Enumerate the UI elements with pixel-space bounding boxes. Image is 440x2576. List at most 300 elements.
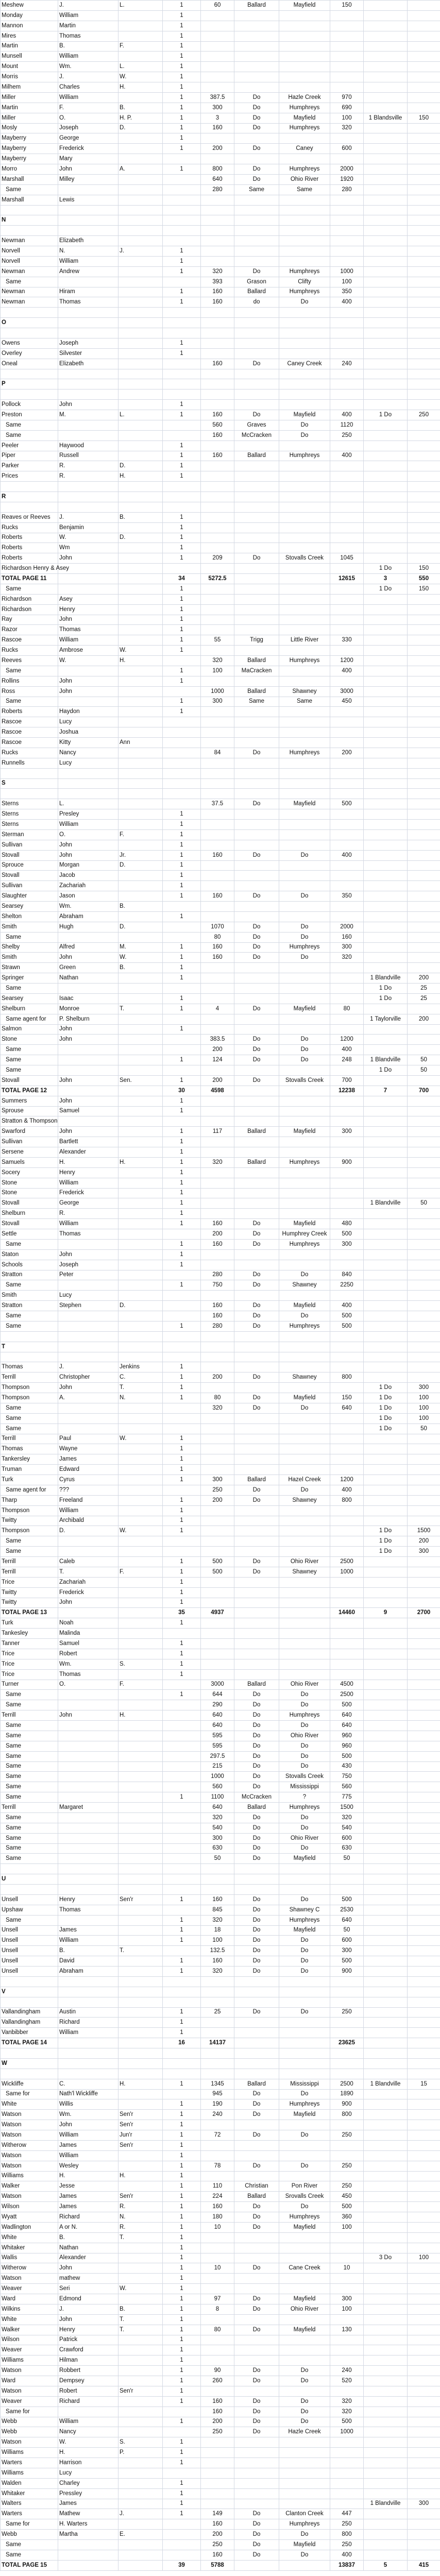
watercourse-cell[interactable] bbox=[279, 512, 330, 522]
town-lots-cell[interactable] bbox=[364, 1475, 408, 1485]
town-lots-cell[interactable] bbox=[364, 2376, 408, 2386]
first-name-cell[interactable]: Zachariah bbox=[58, 881, 119, 891]
middle-cell[interactable]: H. P. bbox=[119, 113, 163, 123]
first-name-cell[interactable]: John bbox=[58, 1710, 119, 1721]
poll-count-cell[interactable]: 1 bbox=[163, 2110, 201, 2120]
town-lots-cell[interactable] bbox=[364, 10, 408, 21]
land-value-cell[interactable] bbox=[330, 1352, 364, 1362]
watercourse-cell[interactable]: Shawney bbox=[279, 1372, 330, 1383]
first-name-cell[interactable]: James bbox=[58, 1925, 119, 1936]
first-name-cell[interactable]: Edmond bbox=[58, 2294, 119, 2304]
surname-cell[interactable]: White bbox=[1, 2232, 58, 2243]
poll-count-cell[interactable] bbox=[163, 2519, 201, 2530]
land-value-cell[interactable]: 800 bbox=[330, 2110, 364, 2120]
middle-cell[interactable] bbox=[119, 778, 163, 789]
land-value-cell[interactable]: 1890 bbox=[330, 2089, 364, 2099]
lot-value-cell[interactable] bbox=[408, 2243, 440, 2253]
poll-count-cell[interactable]: 16 bbox=[163, 2038, 201, 2048]
middle-cell[interactable] bbox=[119, 635, 163, 646]
middle-cell[interactable] bbox=[119, 2458, 163, 2468]
middle-cell[interactable] bbox=[119, 1127, 163, 1137]
middle-cell[interactable] bbox=[119, 1291, 163, 1301]
poll-count-cell[interactable]: 1 bbox=[163, 1567, 201, 1577]
middle-cell[interactable] bbox=[119, 1731, 163, 1741]
town-lots-cell[interactable] bbox=[364, 2478, 408, 2488]
acres-cell[interactable]: 160 bbox=[201, 2519, 234, 2530]
county-cell[interactable] bbox=[234, 778, 279, 789]
watercourse-cell[interactable] bbox=[279, 1465, 330, 1475]
lot-value-cell[interactable]: 100 bbox=[408, 1393, 440, 1403]
watercourse-cell[interactable]: Humphreys bbox=[279, 164, 330, 175]
watercourse-cell[interactable] bbox=[279, 2488, 330, 2499]
lot-value-cell[interactable] bbox=[408, 1967, 440, 1977]
first-name-cell[interactable]: Wayne bbox=[58, 1444, 119, 1454]
land-value-cell[interactable]: 800 bbox=[330, 1372, 364, 1383]
middle-cell[interactable] bbox=[119, 1065, 163, 1076]
watercourse-cell[interactable] bbox=[279, 2345, 330, 2355]
watercourse-cell[interactable]: Humphreys bbox=[279, 656, 330, 666]
poll-count-cell[interactable]: 1 bbox=[163, 2079, 201, 2089]
first-name-cell[interactable]: J. bbox=[58, 1, 119, 11]
town-lots-cell[interactable]: 5 bbox=[364, 2560, 408, 2570]
land-value-cell[interactable] bbox=[330, 492, 364, 502]
surname-cell[interactable]: Watson bbox=[1, 2437, 58, 2448]
lot-value-cell[interactable] bbox=[408, 164, 440, 175]
middle-cell[interactable] bbox=[119, 1331, 163, 1342]
county-cell[interactable] bbox=[234, 840, 279, 850]
middle-cell[interactable] bbox=[119, 2007, 163, 2018]
lot-value-cell[interactable] bbox=[408, 738, 440, 748]
acres-cell[interactable] bbox=[201, 1649, 234, 1659]
middle-cell[interactable] bbox=[119, 1178, 163, 1188]
first-name-cell[interactable]: Joseph bbox=[58, 1260, 119, 1270]
middle-cell[interactable] bbox=[119, 686, 163, 697]
land-value-cell[interactable]: 630 bbox=[330, 1843, 364, 1854]
town-lots-cell[interactable] bbox=[364, 2437, 408, 2448]
land-value-cell[interactable] bbox=[330, 1260, 364, 1270]
poll-count-cell[interactable]: 1 bbox=[163, 1178, 201, 1188]
lot-value-cell[interactable] bbox=[408, 1557, 440, 1567]
county-cell[interactable]: Do bbox=[234, 2212, 279, 2223]
land-value-cell[interactable] bbox=[330, 2069, 364, 2079]
watercourse-cell[interactable]: Do bbox=[279, 1035, 330, 1045]
middle-cell[interactable] bbox=[119, 543, 163, 553]
land-value-cell[interactable] bbox=[330, 543, 364, 553]
watercourse-cell[interactable]: Stovalls Creek bbox=[279, 553, 330, 564]
surname-cell[interactable] bbox=[1, 1864, 58, 1874]
surname-cell[interactable]: O bbox=[1, 318, 58, 328]
middle-cell[interactable]: F. bbox=[119, 1680, 163, 1690]
middle-cell[interactable] bbox=[119, 1505, 163, 1516]
land-value-cell[interactable]: 840 bbox=[330, 1270, 364, 1280]
surname-cell[interactable]: Wallis bbox=[1, 2253, 58, 2263]
middle-cell[interactable] bbox=[119, 1557, 163, 1567]
county-cell[interactable]: Grason bbox=[234, 277, 279, 287]
first-name-cell[interactable] bbox=[58, 2560, 119, 2570]
poll-count-cell[interactable] bbox=[163, 1536, 201, 1547]
land-value-cell[interactable]: 300 bbox=[330, 1127, 364, 1137]
surname-cell[interactable]: Wickliffe bbox=[1, 2079, 58, 2089]
lot-value-cell[interactable] bbox=[408, 1362, 440, 1372]
poll-count-cell[interactable]: 1 bbox=[163, 829, 201, 840]
middle-cell[interactable] bbox=[119, 1803, 163, 1813]
surname-cell[interactable]: Sprouce bbox=[1, 860, 58, 871]
lot-value-cell[interactable] bbox=[408, 1731, 440, 1741]
watercourse-cell[interactable]: Little River bbox=[279, 635, 330, 646]
county-cell[interactable] bbox=[234, 1147, 279, 1158]
land-value-cell[interactable]: 400 bbox=[330, 410, 364, 420]
lot-value-cell[interactable] bbox=[408, 2468, 440, 2478]
surname-cell[interactable]: Thompson bbox=[1, 1383, 58, 1393]
town-lots-cell[interactable] bbox=[364, 809, 408, 820]
poll-count-cell[interactable]: 35 bbox=[163, 1608, 201, 1618]
acres-cell[interactable] bbox=[201, 2048, 234, 2059]
lot-value-cell[interactable] bbox=[408, 1291, 440, 1301]
poll-count-cell[interactable]: 1 bbox=[163, 1188, 201, 1198]
land-value-cell[interactable]: 240 bbox=[330, 359, 364, 369]
land-value-cell[interactable] bbox=[330, 10, 364, 21]
watercourse-cell[interactable] bbox=[279, 604, 330, 615]
land-value-cell[interactable] bbox=[330, 1434, 364, 1444]
land-value-cell[interactable]: 250 bbox=[330, 2519, 364, 2530]
land-value-cell[interactable] bbox=[330, 195, 364, 205]
county-cell[interactable] bbox=[234, 594, 279, 604]
lot-value-cell[interactable] bbox=[408, 2417, 440, 2427]
watercourse-cell[interactable] bbox=[279, 1885, 330, 1895]
middle-cell[interactable] bbox=[119, 666, 163, 676]
first-name-cell[interactable]: Wm bbox=[58, 543, 119, 553]
town-lots-cell[interactable] bbox=[364, 1342, 408, 1352]
land-value-cell[interactable] bbox=[330, 646, 364, 656]
land-value-cell[interactable] bbox=[330, 809, 364, 820]
town-lots-cell[interactable] bbox=[364, 174, 408, 184]
surname-cell[interactable]: Prices bbox=[1, 471, 58, 482]
watercourse-cell[interactable] bbox=[279, 62, 330, 72]
middle-cell[interactable] bbox=[119, 1024, 163, 1035]
land-value-cell[interactable] bbox=[330, 318, 364, 328]
land-value-cell[interactable]: 400 bbox=[330, 451, 364, 461]
lot-value-cell[interactable] bbox=[408, 184, 440, 195]
surname-cell[interactable]: Reeves bbox=[1, 656, 58, 666]
acres-cell[interactable] bbox=[201, 727, 234, 738]
land-value-cell[interactable]: 350 bbox=[330, 891, 364, 902]
first-name-cell[interactable]: John bbox=[58, 1096, 119, 1106]
first-name-cell[interactable] bbox=[58, 1812, 119, 1823]
poll-count-cell[interactable] bbox=[163, 174, 201, 184]
surname-cell[interactable]: Terrill bbox=[1, 1372, 58, 1383]
acres-cell[interactable]: 250 bbox=[201, 1485, 234, 1495]
middle-cell[interactable]: F. bbox=[119, 829, 163, 840]
lot-value-cell[interactable] bbox=[408, 1188, 440, 1198]
poll-count-cell[interactable]: 1 bbox=[163, 1075, 201, 1086]
first-name-cell[interactable]: John bbox=[58, 1598, 119, 1608]
middle-cell[interactable] bbox=[119, 338, 163, 348]
land-value-cell[interactable]: 560 bbox=[330, 1782, 364, 1792]
first-name-cell[interactable]: ??? bbox=[58, 1485, 119, 1495]
first-name-cell[interactable] bbox=[58, 205, 119, 215]
lot-value-cell[interactable] bbox=[408, 1997, 440, 2007]
county-cell[interactable] bbox=[234, 871, 279, 881]
middle-cell[interactable]: H. bbox=[119, 471, 163, 482]
first-name-cell[interactable]: Hiram bbox=[58, 287, 119, 297]
county-cell[interactable] bbox=[234, 1874, 279, 1885]
first-name-cell[interactable]: Wm. bbox=[58, 62, 119, 72]
town-lots-cell[interactable] bbox=[364, 1249, 408, 1260]
watercourse-cell[interactable] bbox=[279, 31, 330, 41]
town-lots-cell[interactable]: 1 Blandville bbox=[364, 973, 408, 984]
poll-count-cell[interactable]: 1 bbox=[163, 461, 201, 471]
surname-cell[interactable]: Thomas bbox=[1, 1362, 58, 1372]
first-name-cell[interactable]: John bbox=[58, 1075, 119, 1086]
lot-value-cell[interactable] bbox=[408, 840, 440, 850]
town-lots-cell[interactable] bbox=[364, 1905, 408, 1915]
first-name-cell[interactable]: Lucy bbox=[58, 2468, 119, 2478]
lot-value-cell[interactable] bbox=[408, 1976, 440, 1987]
county-cell[interactable]: Do bbox=[234, 1741, 279, 1751]
county-cell[interactable] bbox=[234, 31, 279, 41]
watercourse-cell[interactable]: Pon River bbox=[279, 2181, 330, 2192]
middle-cell[interactable] bbox=[119, 1976, 163, 1987]
acres-cell[interactable] bbox=[201, 646, 234, 656]
poll-count-cell[interactable]: 1 bbox=[163, 2355, 201, 2366]
acres-cell[interactable] bbox=[201, 41, 234, 52]
surname-cell[interactable]: Shelburn bbox=[1, 1004, 58, 1014]
county-cell[interactable]: Trigg bbox=[234, 635, 279, 646]
county-cell[interactable]: Do bbox=[234, 953, 279, 963]
middle-cell[interactable] bbox=[119, 420, 163, 430]
surname-cell[interactable] bbox=[1, 768, 58, 778]
lot-value-cell[interactable] bbox=[408, 615, 440, 625]
lot-value-cell[interactable] bbox=[408, 1854, 440, 1864]
first-name-cell[interactable]: James bbox=[58, 2140, 119, 2150]
acres-cell[interactable] bbox=[201, 226, 234, 236]
land-value-cell[interactable] bbox=[330, 2458, 364, 2468]
surname-cell[interactable]: Same bbox=[1, 1843, 58, 1854]
land-value-cell[interactable] bbox=[330, 2253, 364, 2263]
town-lots-cell[interactable] bbox=[364, 1331, 408, 1342]
poll-count-cell[interactable] bbox=[163, 1352, 201, 1362]
town-lots-cell[interactable] bbox=[364, 359, 408, 369]
county-cell[interactable] bbox=[234, 10, 279, 21]
surname-cell[interactable]: Watson bbox=[1, 2120, 58, 2130]
middle-cell[interactable] bbox=[119, 809, 163, 820]
surname-cell[interactable]: Same bbox=[1, 1321, 58, 1331]
acres-cell[interactable] bbox=[201, 1669, 234, 1680]
middle-cell[interactable]: T. bbox=[119, 2325, 163, 2335]
surname-cell[interactable]: Summers bbox=[1, 1096, 58, 1106]
acres-cell[interactable]: 320 bbox=[201, 266, 234, 277]
middle-cell[interactable] bbox=[119, 2181, 163, 2192]
county-cell[interactable] bbox=[234, 154, 279, 164]
lot-value-cell[interactable] bbox=[408, 123, 440, 133]
watercourse-cell[interactable] bbox=[279, 2253, 330, 2263]
surname-cell[interactable]: Same bbox=[1, 1045, 58, 1055]
watercourse-cell[interactable]: Stovalls Creek bbox=[279, 1075, 330, 1086]
land-value-cell[interactable] bbox=[330, 829, 364, 840]
middle-cell[interactable] bbox=[119, 1854, 163, 1864]
first-name-cell[interactable]: Morgan bbox=[58, 860, 119, 871]
acres-cell[interactable] bbox=[201, 2345, 234, 2355]
first-name-cell[interactable] bbox=[58, 2550, 119, 2560]
acres-cell[interactable] bbox=[201, 829, 234, 840]
lot-value-cell[interactable] bbox=[408, 2274, 440, 2284]
acres-cell[interactable] bbox=[201, 215, 234, 226]
watercourse-cell[interactable]: ? bbox=[279, 1792, 330, 1803]
middle-cell[interactable] bbox=[119, 1547, 163, 1557]
acres-cell[interactable]: 200 bbox=[201, 1045, 234, 1055]
town-lots-cell[interactable] bbox=[364, 2284, 408, 2294]
watercourse-cell[interactable]: Humphreys bbox=[279, 266, 330, 277]
land-value-cell[interactable]: 447 bbox=[330, 2509, 364, 2519]
acres-cell[interactable] bbox=[201, 676, 234, 686]
middle-cell[interactable] bbox=[119, 1874, 163, 1885]
land-value-cell[interactable]: 12238 bbox=[330, 1086, 364, 1096]
town-lots-cell[interactable] bbox=[364, 471, 408, 482]
town-lots-cell[interactable] bbox=[364, 2130, 408, 2141]
lot-value-cell[interactable] bbox=[408, 1946, 440, 1956]
land-value-cell[interactable]: 320 bbox=[330, 953, 364, 963]
land-value-cell[interactable]: 500 bbox=[330, 1751, 364, 1761]
poll-count-cell[interactable]: 1 bbox=[163, 911, 201, 922]
surname-cell[interactable]: Wilson bbox=[1, 2202, 58, 2212]
middle-cell[interactable] bbox=[119, 1403, 163, 1413]
county-cell[interactable] bbox=[234, 2018, 279, 2028]
surname-cell[interactable]: Terrill bbox=[1, 1803, 58, 1813]
land-value-cell[interactable] bbox=[330, 328, 364, 338]
watercourse-cell[interactable]: Do bbox=[279, 430, 330, 440]
surname-cell[interactable] bbox=[1, 389, 58, 400]
land-value-cell[interactable]: 500 bbox=[330, 1700, 364, 1710]
watercourse-cell[interactable] bbox=[279, 1147, 330, 1158]
land-value-cell[interactable]: 600 bbox=[330, 1936, 364, 1946]
town-lots-cell[interactable] bbox=[364, 2519, 408, 2530]
first-name-cell[interactable]: Jesse bbox=[58, 2181, 119, 2192]
first-name-cell[interactable] bbox=[58, 1843, 119, 1854]
lot-value-cell[interactable] bbox=[408, 911, 440, 922]
first-name-cell[interactable]: John bbox=[58, 850, 119, 860]
land-value-cell[interactable] bbox=[330, 778, 364, 789]
surname-cell[interactable]: Same bbox=[1, 1690, 58, 1700]
poll-count-cell[interactable] bbox=[163, 389, 201, 400]
first-name-cell[interactable]: Ambrose bbox=[58, 646, 119, 656]
poll-count-cell[interactable]: 1 bbox=[163, 2150, 201, 2161]
lot-value-cell[interactable] bbox=[408, 1598, 440, 1608]
land-value-cell[interactable]: 900 bbox=[330, 1157, 364, 1167]
land-value-cell[interactable]: 3000 bbox=[330, 686, 364, 697]
poll-count-cell[interactable] bbox=[163, 1629, 201, 1639]
acres-cell[interactable] bbox=[201, 2386, 234, 2396]
lot-value-cell[interactable] bbox=[408, 2366, 440, 2376]
first-name-cell[interactable]: William bbox=[58, 10, 119, 21]
watercourse-cell[interactable] bbox=[279, 10, 330, 21]
first-name-cell[interactable]: Joshua bbox=[58, 727, 119, 738]
first-name-cell[interactable]: R. bbox=[58, 471, 119, 482]
town-lots-cell[interactable] bbox=[364, 2161, 408, 2171]
lot-value-cell[interactable] bbox=[408, 2314, 440, 2325]
lot-value-cell[interactable] bbox=[408, 10, 440, 21]
poll-count-cell[interactable]: 1 bbox=[163, 1495, 201, 1505]
middle-cell[interactable] bbox=[119, 1423, 163, 1434]
first-name-cell[interactable] bbox=[58, 1874, 119, 1885]
county-cell[interactable] bbox=[234, 1885, 279, 1895]
acres-cell[interactable]: 595 bbox=[201, 1741, 234, 1751]
lot-value-cell[interactable] bbox=[408, 922, 440, 932]
acres-cell[interactable] bbox=[201, 461, 234, 471]
poll-count-cell[interactable]: 1 bbox=[163, 1260, 201, 1270]
first-name-cell[interactable] bbox=[58, 1782, 119, 1792]
poll-count-cell[interactable] bbox=[163, 1803, 201, 1813]
watercourse-cell[interactable]: Clifty bbox=[279, 277, 330, 287]
land-value-cell[interactable]: 250 bbox=[330, 2130, 364, 2141]
poll-count-cell[interactable]: 1 bbox=[163, 1557, 201, 1567]
first-name-cell[interactable]: W. bbox=[58, 533, 119, 543]
surname-cell[interactable]: Rascoe bbox=[1, 738, 58, 748]
first-name-cell[interactable] bbox=[58, 1352, 119, 1362]
poll-count-cell[interactable] bbox=[163, 932, 201, 942]
land-value-cell[interactable] bbox=[330, 1096, 364, 1106]
town-lots-cell[interactable] bbox=[364, 2150, 408, 2161]
poll-count-cell[interactable]: 1 bbox=[163, 2396, 201, 2406]
first-name-cell[interactable]: Alexander bbox=[58, 2253, 119, 2263]
county-cell[interactable] bbox=[234, 738, 279, 748]
acres-cell[interactable]: 80 bbox=[201, 932, 234, 942]
lot-value-cell[interactable] bbox=[408, 52, 440, 62]
middle-cell[interactable] bbox=[119, 1885, 163, 1895]
poll-count-cell[interactable]: 1 bbox=[163, 164, 201, 175]
county-cell[interactable] bbox=[234, 902, 279, 912]
town-lots-cell[interactable] bbox=[364, 2099, 408, 2110]
lot-value-cell[interactable] bbox=[408, 246, 440, 257]
first-name-cell[interactable]: Edward bbox=[58, 1465, 119, 1475]
lot-value-cell[interactable]: 150 bbox=[408, 113, 440, 123]
surname-cell[interactable]: Sersene bbox=[1, 1147, 58, 1158]
acres-cell[interactable]: 132.5 bbox=[201, 1946, 234, 1956]
county-cell[interactable] bbox=[234, 52, 279, 62]
first-name-cell[interactable] bbox=[58, 1342, 119, 1352]
county-cell[interactable] bbox=[234, 1352, 279, 1362]
middle-cell[interactable] bbox=[119, 564, 163, 574]
land-value-cell[interactable] bbox=[330, 717, 364, 727]
land-value-cell[interactable]: 320 bbox=[330, 2396, 364, 2406]
town-lots-cell[interactable]: 1 Do bbox=[364, 564, 408, 574]
acres-cell[interactable] bbox=[201, 1577, 234, 1587]
watercourse-cell[interactable] bbox=[279, 829, 330, 840]
surname-cell[interactable]: TOTAL PAGE 15 bbox=[1, 2560, 58, 2570]
poll-count-cell[interactable] bbox=[163, 1045, 201, 1055]
acres-cell[interactable] bbox=[201, 911, 234, 922]
first-name-cell[interactable]: William bbox=[58, 1178, 119, 1188]
first-name-cell[interactable] bbox=[58, 1608, 119, 1618]
poll-count-cell[interactable]: 1 bbox=[163, 2222, 201, 2232]
middle-cell[interactable]: Sen'r bbox=[119, 2120, 163, 2130]
first-name-cell[interactable] bbox=[58, 1854, 119, 1864]
county-cell[interactable] bbox=[234, 574, 279, 584]
county-cell[interactable] bbox=[234, 984, 279, 994]
land-value-cell[interactable] bbox=[330, 1065, 364, 1076]
surname-cell[interactable]: Norvell bbox=[1, 246, 58, 257]
acres-cell[interactable] bbox=[201, 1874, 234, 1885]
town-lots-cell[interactable] bbox=[364, 891, 408, 902]
poll-count-cell[interactable]: 1 bbox=[163, 1475, 201, 1485]
poll-count-cell[interactable]: 1 bbox=[163, 871, 201, 881]
land-value-cell[interactable] bbox=[330, 2488, 364, 2499]
county-cell[interactable] bbox=[234, 676, 279, 686]
town-lots-cell[interactable] bbox=[364, 1639, 408, 1649]
county-cell[interactable]: Do bbox=[234, 1782, 279, 1792]
lot-value-cell[interactable] bbox=[408, 1331, 440, 1342]
surname-cell[interactable]: Stone bbox=[1, 1035, 58, 1045]
watercourse-cell[interactable] bbox=[279, 911, 330, 922]
